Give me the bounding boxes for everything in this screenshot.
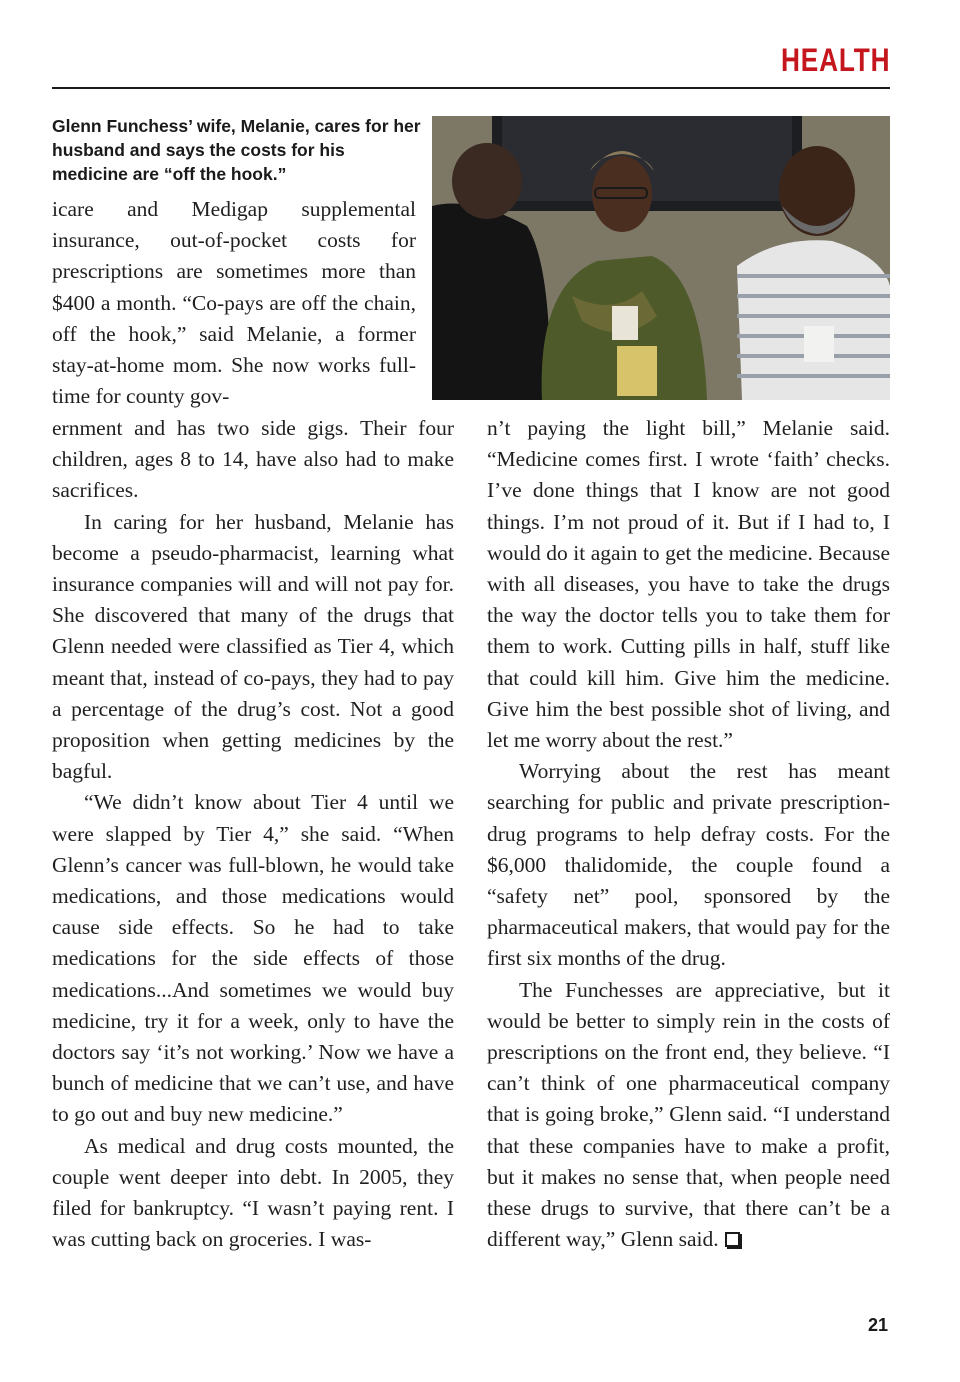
article-paragraph: icare and Medigap supplemental insurance, out-of-pocket costs for prescriptions are sometimes more than $400 a month. “Co-pays are off the chain, off the hook,” said Melanie, a former stay-at-home mom. She now works full-time for county gov-: [52, 197, 416, 409]
page-number: 21: [867, 1315, 888, 1335]
article-paragraph: Worrying about the rest has meant searching for public and private prescription-drug programs to help defray costs. For the $6,000 thalidomide, the couple found a “safety net” pool, sponsored by the pharmaceutical makers, that would pay for the first six months of the drug.: [487, 759, 890, 971]
photo-illustration: [432, 116, 890, 400]
article-paragraph: In caring for her husband, Melanie has become a pseudo-pharmacist, learning what insurance companies will and will not pay for. She discovered that many of the drugs that Glenn needed were classified as Tier 4, which meant that, instead of co-pays, they had to pay a percentage of the drug’s cost. Not a good proposition when getting medicines by the bagful.: [52, 509, 454, 784]
header-rule: [52, 87, 890, 89]
column-1: [52, 413, 454, 1255]
article-photo: [432, 116, 890, 400]
end-mark-icon: [725, 1232, 740, 1247]
section-label: HEALTH: [780, 42, 890, 78]
column-2: [487, 413, 890, 1255]
photo-caption: Glenn Funchess’ wife, Melanie, cares for her husband and says the costs for his medicine are “off the hook.”: [52, 116, 421, 184]
article-paragraph: ernment and has two side gigs. Their four children, ages 8 to 14, have also had to make sacrifices.: [52, 416, 454, 503]
article-paragraph: n’t paying the light bill,” Melanie said. “Medicine comes first. I wrote ‘faith’ checks. I’ve done things that I know are not good things. I’m not proud of it. But if I had to, I would do it again to get the medicine. Because with all diseases, you have to take the drugs the way the doctor tells you to take them for them to work. Cutting pills in half, stuff like that could kill him. Give him the medicine. Give him the best possible shot of living, and let me worry about the rest.”: [487, 416, 890, 753]
article-paragraph: [487, 975, 890, 1256]
article-closing-text: The Funchesses are appreciative, but it would be better to simply rein in the costs of prescriptions on the front end, they believe. “I can’t think of one pharmaceutical company that is going broke,” Glenn said. “I understand that these companies have to make a profit, but it makes no sense that, when people need these drugs to survive, that there can’t be a different way,” Glenn said.: [487, 977, 890, 1252]
article-paragraph: As medical and drug costs mounted, the couple went deeper into debt. In 2005, they filed for bankruptcy. “I wasn’t paying rent. I was cutting back on groceries. I was-: [52, 1133, 454, 1252]
column-1-top: [52, 194, 416, 412]
article-paragraph: “We didn’t know about Tier 4 until we were slapped by Tier 4,” she said. “When Glenn’s cancer was full-blown, he would take medications, and those medications would cause side effects. So he had to take medications for the side effects of those medications...And sometimes we would buy medicine, try it for a week, only to have the doctors say ‘it’s not working.’ Now we have a bunch of medicine that we can’t use, and have to go out and buy new medicine.”: [52, 790, 454, 1127]
